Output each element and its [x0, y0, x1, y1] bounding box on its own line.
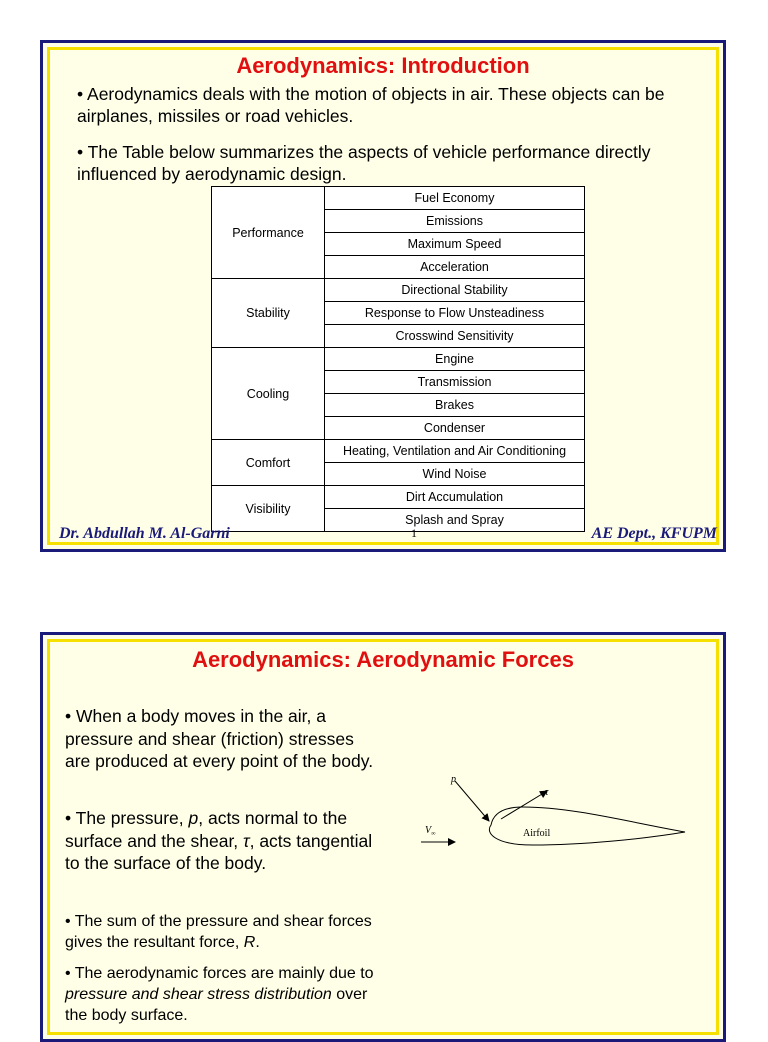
slide-2-title: Aerodynamics: Aerodynamic Forces [192, 647, 574, 672]
page-number: 1 [411, 526, 417, 540]
pressure-label: p [451, 774, 456, 785]
table-row [212, 187, 585, 210]
table-item-cell: Transmission [325, 371, 585, 394]
table-category-cell: Cooling [212, 348, 325, 440]
slide-2-bullet-4: • The aerodynamic forces are mainly due to pressure and shear stress distribution over the body surface. [65, 965, 374, 1024]
table-item-cell: Fuel Economy [325, 187, 585, 210]
footer-department: AE Dept., KFUPM [591, 525, 717, 542]
table-item-cell: Crosswind Sensitivity [325, 325, 585, 348]
table-item-cell: Condenser [325, 417, 585, 440]
table-item-cell: Heating, Ventilation and Air Conditioning [325, 440, 585, 463]
table-category-cell: Visibility [212, 486, 325, 532]
table-category-cell: Stability [212, 279, 325, 348]
slide-2-bullet-1: • When a body moves in the air, a pressure and shear (friction) stresses are produced at every point of the body. [65, 706, 374, 771]
aspects-table [211, 186, 585, 532]
table-item-cell: Directional Stability [325, 279, 585, 302]
table-row [212, 348, 585, 371]
table-item-cell: Dirt Accumulation [325, 486, 585, 509]
airfoil-diagram [413, 765, 703, 865]
slide-1-title: Aerodynamics: Introduction [236, 53, 530, 78]
slide-2-bullet-3: • The sum of the pressure and shear forces gives the resultant force, R. [65, 913, 372, 951]
slide-2 [40, 632, 726, 1042]
footer-author: Dr. Abdullah M. Al-Garni [59, 525, 230, 542]
shear-label: τ [545, 787, 549, 798]
table-row [212, 279, 585, 302]
table-item-cell: Maximum Speed [325, 233, 585, 256]
slide-2-bullet-2: • The pressure, p, acts normal to the surface and the shear, τ, acts tangential to the surface of the body. [65, 808, 373, 873]
slide-1 [40, 40, 726, 552]
table-item-cell: Brakes [325, 394, 585, 417]
table-row [212, 440, 585, 463]
velocity-label: $V_\infty$ [425, 825, 436, 837]
airfoil-shape [489, 807, 685, 845]
table-item-cell: Wind Noise [325, 463, 585, 486]
table-item-cell: Emissions [325, 210, 585, 233]
table-item-cell: Acceleration [325, 256, 585, 279]
airfoil-label: Airfoil [523, 828, 551, 839]
slide-1-bullet-2: • The Table below summarizes the aspects of vehicle performance directly influenced by aerodynamic design. [77, 142, 651, 184]
pressure-arrow [455, 781, 489, 821]
table-item-cell: Engine [325, 348, 585, 371]
table-item-cell: Splash and Spray [325, 509, 585, 532]
table-item-cell: Response to Flow Unsteadiness [325, 302, 585, 325]
slide-1-bullet-1: • Aerodynamics deals with the motion of objects in air. These objects can be airplanes, missiles or road vehicles. [77, 84, 665, 126]
table-category-cell: Performance [212, 187, 325, 279]
table-row [212, 486, 585, 509]
table-category-cell: Comfort [212, 440, 325, 486]
shear-arrow [501, 791, 547, 819]
